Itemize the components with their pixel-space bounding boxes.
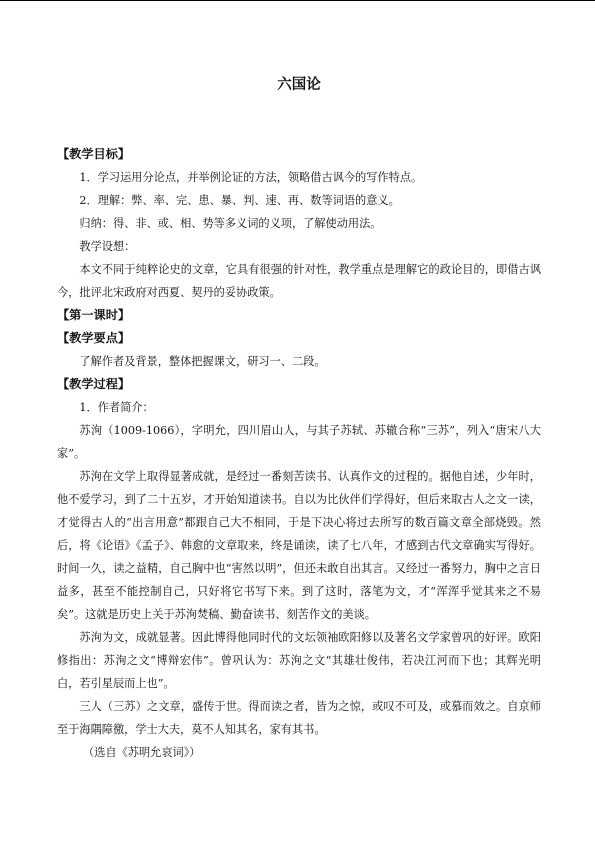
goal-item-3: 归纳：得、非、或、相、势等多义词的义项，了解使动用法。 bbox=[79, 217, 382, 230]
author-bio-paragraph-1: 苏洵（1009-1066），字明允，四川眉山人，与其子苏轼、苏辙合称“三苏”，列入“唐宋八大家”。 bbox=[57, 424, 541, 460]
heading-teaching-goals: 【教学目标】 bbox=[57, 147, 131, 161]
teaching-idea-label: 教学设想： bbox=[79, 240, 136, 253]
heading-first-lesson: 【第一课时】 bbox=[57, 308, 131, 322]
document-page bbox=[57, 74, 541, 764]
author-bio-paragraph-3: 苏洵为文，成就显著。因此博得他同时代的文坛领袖欧阳修以及著名文学家曾巩的好评。欧阳修指出：苏洵之文“博辩宏伟”。曾巩认为：苏洵之文“其雄壮俊伟，若决江河而下也；其辉光明白，若引星辰而上也”。 bbox=[57, 631, 541, 690]
source-citation: （选自《苏明允哀词》） bbox=[83, 746, 201, 759]
goal-item-2: 2．理解：弊、率、完、患、暴、判、速、再、数等词语的意义。 bbox=[79, 194, 400, 207]
heading-teaching-process: 【教学过程】 bbox=[57, 377, 131, 391]
step-1-author-intro: 1．作者简介： bbox=[79, 401, 154, 414]
goal-item-1: 1．学习运用分论点，并举例论证的方法，领略借古讽今的写作特点。 bbox=[79, 171, 423, 184]
author-bio-paragraph-4: 三人（三苏）之文章，盛传于世。得而读之者，皆为之惊，或叹不可及，或慕而效之。自京师至于海隅障徼，学士大夫，莫不人知其名，家有其书。 bbox=[57, 700, 541, 736]
teaching-idea-paragraph: 本文不同于纯粹论史的文章，它具有很强的针对性，教学重点是理解它的政论目的，即借古讽今，批评北宋政府对西夏、契丹的妥协政策。 bbox=[57, 263, 541, 299]
author-bio-paragraph-2: 苏洵在文学上取得显著成就，是经过一番刻苦读书、认真作文的过程的。据他自述，少年时，他不爱学习，到了二十五岁，才开始知道读书。自以为比伙伴们学得好，但后来取古人之文一读，才觉得古人的“出言用意”都跟自己大不相同，于是下决心将过去所写的数百篇文章全部烧毁。然后，将《论语》《孟子》、韩愈的文章取来，终是诵读，读了七八年，才感到古代文章确实写得好。时间一久，读之益精，自己胸中也“害然以明”，但还未敢自出其言。又经过一番努力，胸中之言日益多，甚至不能控制自己，只好将它书写下来。到了这时，落笔为文，才“浑浑乎觉其来之不易矣”。这就是历史上关于苏洵焚稿、勤奋读书、刻苦作文的美谈。 bbox=[57, 470, 541, 621]
document-title: 六国论 bbox=[277, 76, 321, 93]
header-rule bbox=[0, 0, 595, 1]
key-points-paragraph: 了解作者及背景，整体把握课文，研习一、二段。 bbox=[79, 355, 326, 368]
heading-key-points: 【教学要点】 bbox=[57, 331, 131, 345]
